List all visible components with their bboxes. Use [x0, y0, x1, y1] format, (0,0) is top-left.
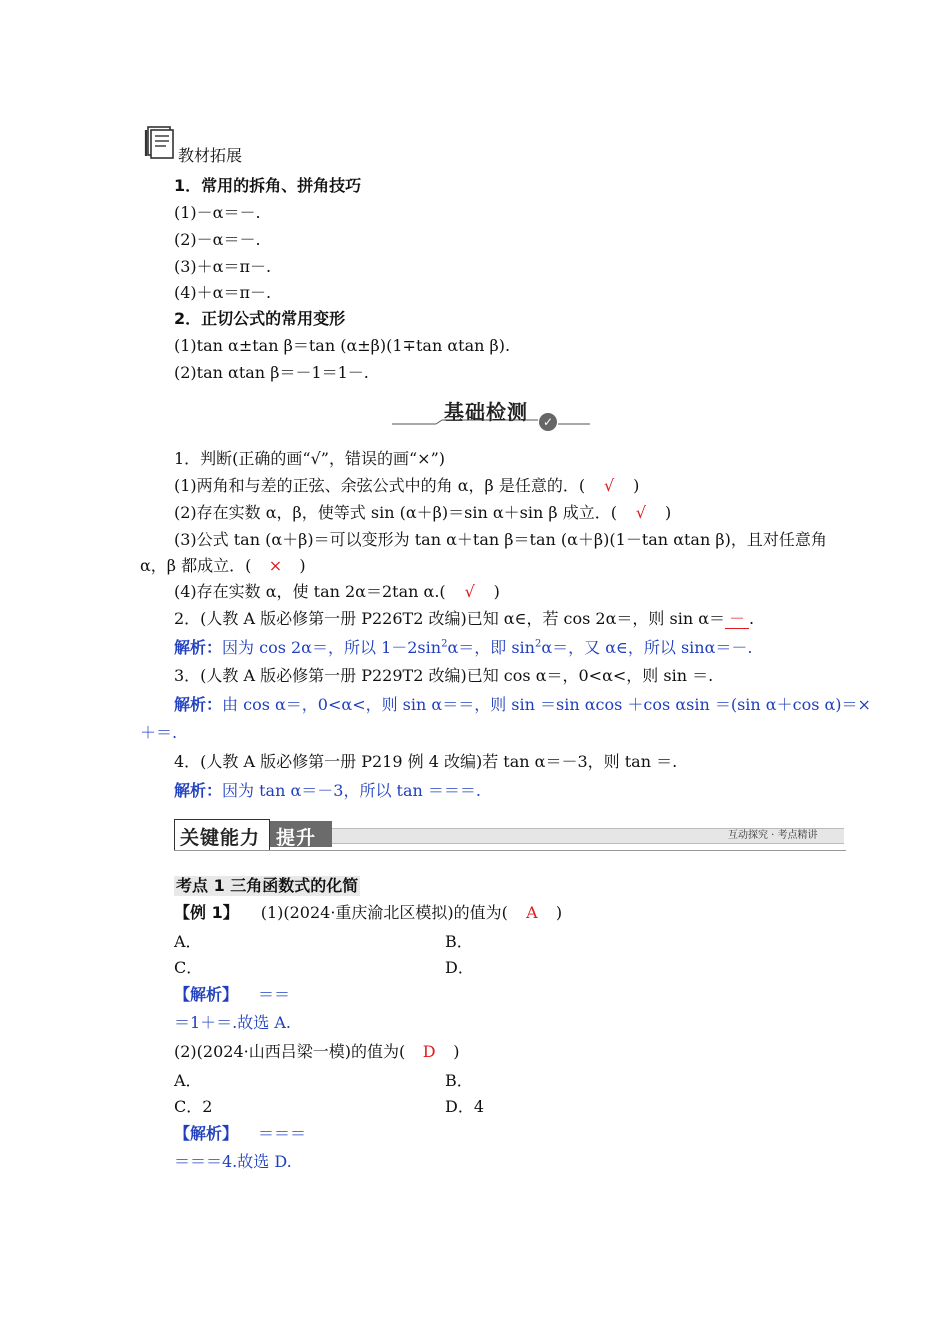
example-1-text: (1)(2024·重庆渝北区模拟)的值为(: [260, 903, 508, 922]
q2-solution: [174, 638, 753, 658]
close-paren: ): [493, 582, 500, 601]
ext-line-1: (1)－α＝－.: [174, 203, 261, 222]
q2: [174, 609, 754, 629]
q3-solution-text: 由 cos α＝，0<α<，则 sin α＝＝，则 sin ＝sin αcos ＋cos αsin ＝(sin α＋cos α)＝×: [222, 695, 871, 714]
close-paren: ): [453, 1042, 460, 1061]
option-b-2: B．: [445, 1071, 473, 1090]
q3-solution: [174, 695, 871, 715]
q1-item-1-answer: √: [604, 476, 615, 495]
ext-subtitle-2: 2．正切公式的常用变形: [174, 309, 346, 328]
q4-solution-text: 因为 tan α＝－3，所以 tan ＝＝＝.: [222, 781, 481, 800]
q4-solution: [174, 781, 481, 801]
ext-line-4: (4)＋α＝π－.: [174, 283, 272, 302]
example-2-text: (2)(2024·山西吕梁一模)的值为(: [174, 1042, 406, 1061]
q4: 4．(人教 A 版必修第一册 P219 例 4 改编)若 tan α＝－3，则 tan ＝.: [174, 752, 678, 771]
q2-solution-text-3: α＝，又 α∈，所以 sinα＝－.: [541, 638, 753, 657]
banner-title-improve: 提升: [276, 827, 317, 849]
check-badge-icon: ✓: [539, 413, 557, 431]
solution-label: 解析：: [174, 781, 223, 800]
example-label: 【例 1】: [174, 903, 239, 922]
q2-solution-text-1: 因为 cos 2α＝，所以 1－2sin: [222, 638, 442, 657]
example-2-solution-line-1: ＝＝＝: [258, 1124, 307, 1143]
q1-item-1-text: (1)两角和与差的正弦、余弦公式中的角 α，β 是任意的．(: [174, 476, 586, 495]
notebook-icon: [142, 124, 178, 160]
section-heading-textbook-extension: 教材拓展: [178, 146, 243, 165]
close-paren: ): [299, 556, 306, 575]
key-ability-banner: [174, 819, 846, 853]
ext-line-3: (3)＋α＝π－.: [174, 257, 272, 276]
q2-text: 2．(人教 A 版必修第一册 P226T2 改编)已知 α∈，若 cos 2α＝，则 sin α＝: [174, 609, 726, 628]
q1-item-2-answer: √: [635, 503, 647, 522]
example-2-solution-line-2: ＝＝＝4.故选 D.: [174, 1152, 292, 1171]
example-2-question: [174, 1042, 459, 1062]
q1-item-3-text: α，β 都成立．(: [140, 556, 252, 575]
solution-label: 【解析】: [174, 1124, 239, 1143]
example-2-answer: D: [422, 1042, 436, 1061]
q1-item-3-line-1: (3)公式 tan (α＋β)＝可以变形为 tan α＋tan β＝tan (α＋β)(1－tan αtan β)，且对任意角: [174, 530, 827, 549]
q2-solution-text-2: α＝，即 sin: [447, 638, 535, 657]
q1-item-4: [174, 582, 500, 602]
option-a-2: A．: [174, 1071, 202, 1090]
example-1-solution: [174, 985, 290, 1005]
ext-subtitle-1: 1．常用的拆角、拼角技巧: [174, 176, 362, 195]
ext-tan-line-1: (1)tan α±tan β＝tan (α±β)(1∓tan αtan β).: [174, 336, 511, 355]
topic-heading: 考点 1 三角函数式的化简: [176, 876, 359, 895]
q3-solution-continued: ＋＝.: [140, 723, 178, 742]
option-d-2: D．4: [445, 1097, 485, 1116]
banner-title-basic: 基础检测: [444, 400, 528, 424]
option-b: B．: [445, 932, 473, 951]
q1-item-2: [174, 503, 671, 523]
option-d: D．: [445, 958, 474, 977]
solution-label: 解析：: [174, 695, 223, 714]
q1-item-4-answer: √: [464, 582, 475, 601]
option-a: A．: [174, 932, 202, 951]
option-c: C．: [174, 958, 203, 977]
q1-item-1: [174, 476, 639, 496]
solution-label: 【解析】: [174, 985, 239, 1004]
superscript-2: 2: [441, 638, 448, 650]
q1-item-3-answer: ×: [268, 556, 283, 575]
example-1-solution-line-2: ＝1＋＝.故选 A.: [174, 1013, 291, 1032]
q1-item-4-text: (4)存在实数 α，使 tan 2α＝2tan α.(: [174, 582, 446, 601]
ext-line-2: (2)－α＝－.: [174, 230, 261, 249]
superscript-2: 2: [534, 638, 542, 650]
example-1-answer: A: [526, 903, 538, 922]
q1-item-3-line-2: [140, 556, 306, 576]
example-1-question: [174, 903, 562, 923]
q2-end: .: [749, 609, 755, 628]
ext-tan-line-2: (2)tan αtan β＝－1＝1－.: [174, 363, 369, 382]
banner-title-key-ability: 关键能力: [180, 827, 261, 849]
option-c-2: C．2: [174, 1097, 213, 1116]
solution-label: 解析：: [174, 638, 223, 657]
q2-answer: －: [725, 609, 749, 629]
q3: 3．(人教 A 版必修第一册 P229T2 改编)已知 cos α＝，0<α<，则 sin ＝.: [174, 666, 714, 685]
basic-test-banner: [392, 396, 592, 432]
banner-tag: 互动探究 · 考点精讲: [728, 830, 818, 841]
close-paren: ): [664, 503, 672, 522]
q1-intro: 1．判断(正确的画“√”，错误的画“×”): [174, 449, 445, 468]
q1-item-2-text: (2)存在实数 α，β，使等式 sin (α＋β)＝sin α＋sin β 成立．(: [174, 503, 617, 522]
close-paren: ): [555, 903, 563, 922]
example-2-solution: [174, 1124, 306, 1144]
example-1-solution-line-1: ＝＝: [258, 985, 291, 1004]
close-paren: ): [633, 476, 640, 495]
